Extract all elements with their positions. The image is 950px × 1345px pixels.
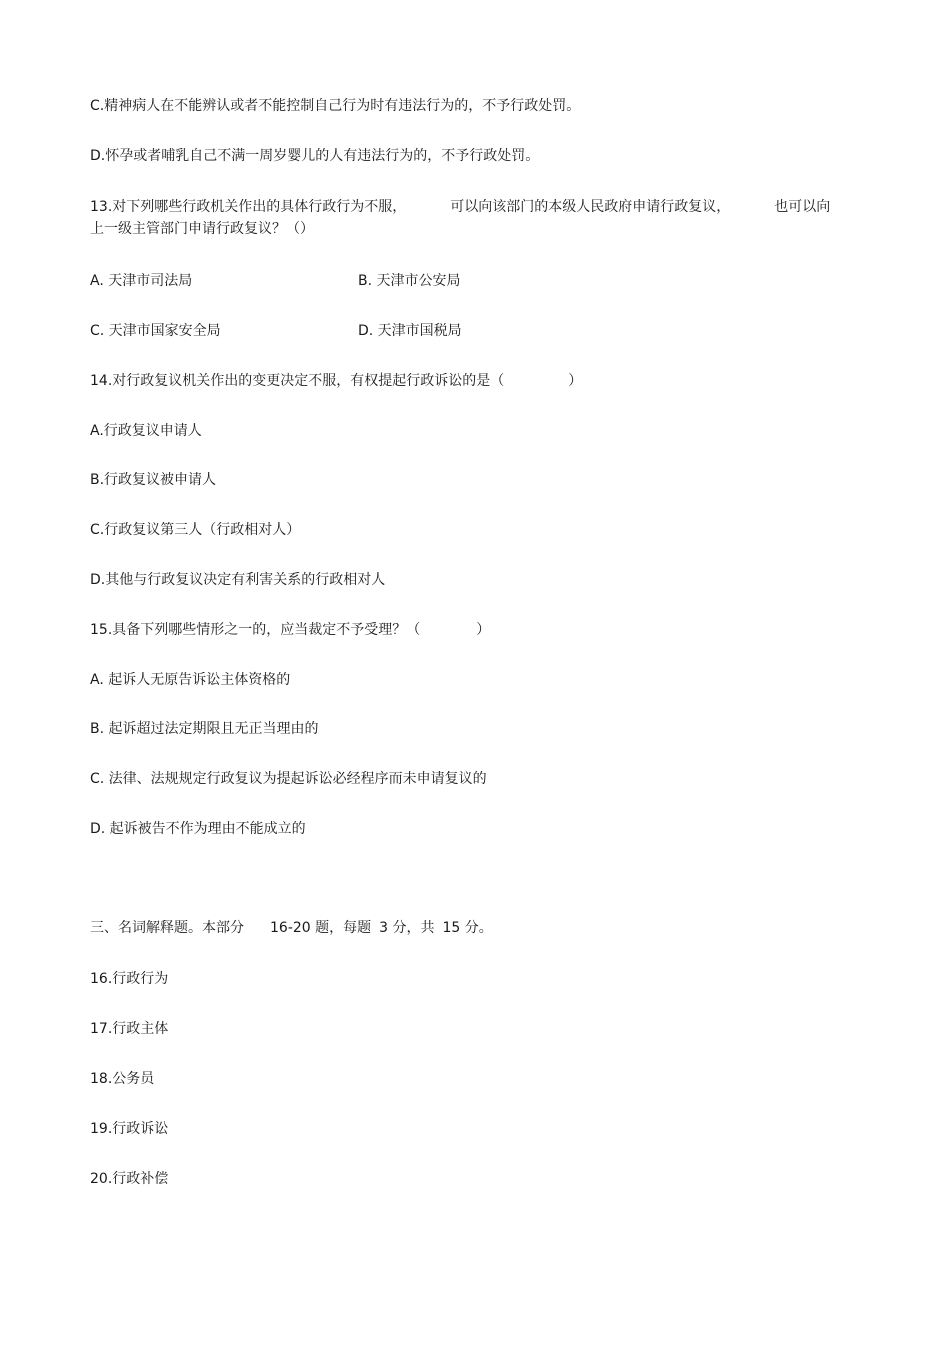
q13-stem-line2: 上一级主管部门申请行政复议？（）: [90, 221, 314, 237]
q14-stem: [90, 371, 582, 391]
q12-option-c: C.精神病人在不能辨认或者不能控制自己行为时有违法行为的，不予行政处罚。: [90, 98, 581, 114]
q13-option-d: D. 天津市国税局: [358, 323, 462, 339]
q14-option-d: D.其他与行政复议决定有利害关系的行政相对人: [90, 572, 386, 588]
q14-option-c: C.行政复议第三人（行政相对人）: [90, 522, 301, 538]
section3-heading-part1: 三、名词解释题。本部分: [90, 920, 244, 936]
q13-stem-part3: 也可以向: [774, 199, 831, 215]
q15-option-b: B. 起诉超过法定期限且无正当理由的: [90, 721, 319, 737]
q14-stem-close: ）: [568, 373, 583, 389]
q15-stem-close: ）: [476, 622, 491, 638]
q12-option-d: D.怀孕或者哺乳自己不满一周岁婴儿的人有违法行为的，不予行政处罚。: [90, 148, 540, 164]
section3-item: 16.行政行为: [90, 971, 169, 987]
section3-item: 19.行政诉讼: [90, 1121, 169, 1137]
q14-option-b: B.行政复议被申请人: [90, 472, 217, 488]
q13-stem-part1: 13.对下列哪些行政机关作出的具体行政行为不服，: [90, 199, 407, 215]
section3-item: 17.行政主体: [90, 1021, 169, 1037]
q13-option-c: C. 天津市国家安全局: [90, 323, 221, 339]
q15-stem: [90, 620, 490, 640]
q15-option-c: C. 法律、法规规定行政复议为提起诉讼必经程序而未申请复议的: [90, 771, 487, 787]
section3-heading-part4: 15 分。: [442, 920, 493, 936]
section3-item: 20.行政补偿: [90, 1171, 169, 1187]
q13-stem: [90, 196, 860, 240]
q13-option-a: A. 天津市司法局: [90, 273, 193, 289]
q15-option-a: A. 起诉人无原告诉讼主体资格的: [90, 672, 291, 688]
section3-heading: [90, 918, 493, 938]
q15-stem-text: 15.具备下列哪些情形之一的，应当裁定不予受理？（: [90, 622, 421, 638]
q13-stem-part2: 可以向该部门的本级人民政府申请行政复议，: [450, 199, 731, 215]
q14-stem-text: 14.对行政复议机关作出的变更决定不服，有权提起行政诉讼的是（: [90, 373, 505, 389]
q15-option-d: D. 起诉被告不作为理由不能成立的: [90, 821, 306, 837]
section3-item: 18.公务员: [90, 1071, 155, 1087]
section3-heading-part2: 16-20 题，每题: [270, 920, 372, 936]
q13-option-b: B. 天津市公安局: [358, 273, 461, 289]
section3-heading-part3: 3 分，共: [379, 920, 435, 936]
q14-option-a: A.行政复议申请人: [90, 423, 202, 439]
